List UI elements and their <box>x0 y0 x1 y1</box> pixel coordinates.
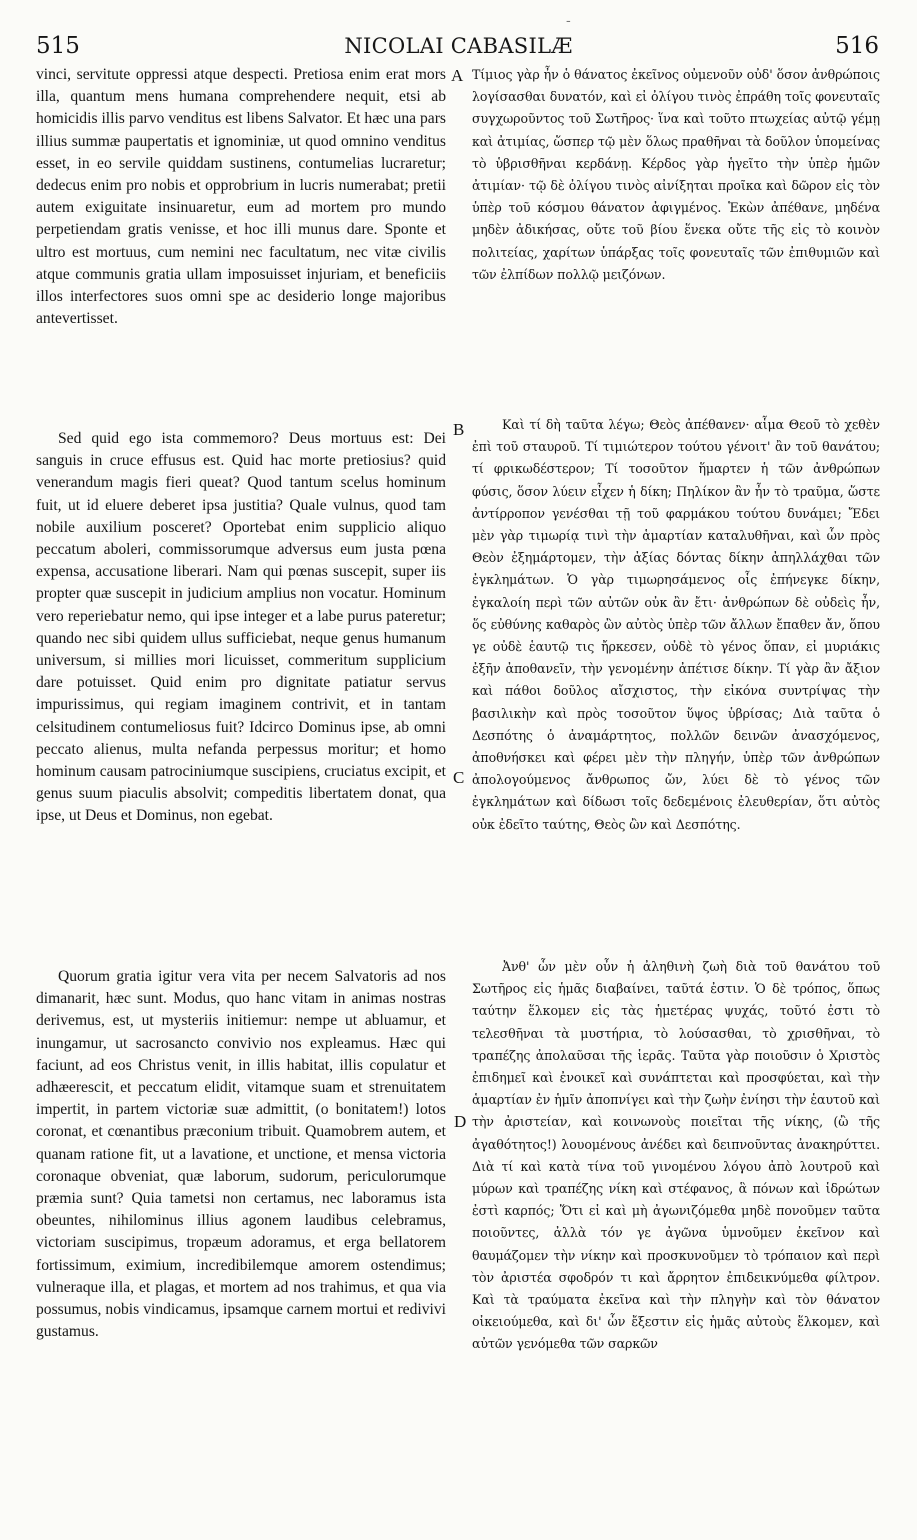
latin-paragraph-1 <box>36 64 446 330</box>
latin-paragraph-2 <box>36 428 446 828</box>
greek-paragraph-2 <box>472 414 880 836</box>
latin-text-2: Sed quid ego ista commemoro? Deus mortuus est: Dei sanguis in cruce effusus est. Quid hac morte pretiosius? quid venerandum magis fieri queat? Quod tantum scelus hominum fuit, ut id eluere deberet ipsa justitia? Quale vulnus, quod tam nobile auxilium posceret? Oportebat enim supplicio aliquo peccatum aboleri, commissorumque adversus eum justa pœna expensa, accusatione liberari. Nam qui pœnas suscepit, super iis propter quæ suscepit in judicium amplius non vocatur. Hominum vero reperiebatur nemo, qui ipse integer et a labe purus pateretur; quando nec sibi quidem ullus sufficiebat, neque genus humanum universum, si millies mori licuisset, commeritum supplicium dare potuisset. Quid enim pro dignitate patiatur servus impurissimus, qui regiam imaginem contrivit, et in tantam celsitudinem contumeliosus fuit? Idcirco Dominus ipse, ab omni peccato alienus, multa nefanda perpessus moritur; et homo hominum causam patrociniumque suscipiens, cruciatus excipit, et genus suum piaculis absolvit; compeditis libertatem donat, qua ipse, ut Deus et Dominus, non egebat. <box>36 430 446 825</box>
latin-paragraph-3 <box>36 966 446 1343</box>
greek-paragraph-1 <box>472 64 880 286</box>
margin-marker-a: A <box>451 66 464 85</box>
latin-text-3: Quorum gratia igitur vera vita per necem Salvatoris ad nos dimanarit, hæc sunt. Modus, quo hanc vitam in animas nostras derivemus, est, ut mysteriis initiemur: nempe ut abluamur, et inungamur, ut sacrosancto convivio nos expleamus. Hæc qui faciunt, ad eos Christus venit, in illis habitat, illis copulatur et adhæerescit, et peccatum elidit, vitamque suam et strenuitatem impertit, in partem victoriæ suæ admittit, (o bonitatem!) lotos coronat, et cœnantibus præconium tribuit. Quamobrem autem, et quanam ratione fit, ut a lavatione, et unctione, et mensa victoria coronaque obveniat, quæ laborum, sudorum, periculorumque præmia sunt? Quia tametsi non certamus, nec laboramus ista obeuntes, nihilominus illius agonem laudibus celebramus, victoriam suscipimus, tropæum adoramus, et erga bellatorem fortissimum, eximium, incredibilemque amorem ostendimus; vulneraque illa, et plagas, et mortem ad nos trahimus, et qua via possumus, nobis vindicamus, ipsamque carnem mortui et redivivi gustamus. <box>36 968 446 1341</box>
greek-text-3: Ἀνθ' ὧν μὲν οὖν ἡ ἀληθινὴ ζωὴ διὰ τοῦ θανάτου τοῦ Σωτῆρος εἰς ἡμᾶς διαβαίνει, ταῦτά ἐστιν. Ὁ δὲ τρόπος, ὅπως ταύτην ἕλκομεν εἰς τὰς ἡμετέρας ψυχάς, τοῦτό ἐστι τὸ τελεσθῆναι τὰ μυστήρια, τὸ λούσασθαι, τὸ χρισθῆναι, τὸ τραπέζης ἀπολαῦσαι τῆς ἱερᾶς. Ταῦτα γὰρ ποιοῦσιν ὁ Χριστὸς ἐπιδημεῖ καὶ ἐνοικεῖ καὶ συνάπτεται καὶ προσφύεται, καὶ τὴν ἁμαρτίαν ἐν ἡμῖν ἀποπνίγει καὶ τὴν ζωὴν ἐνίησι τὴν ἑαυτοῦ καὶ τὴν ἀριστείαν, καὶ κοινωνοὺς ποιεῖται τῆς νίκης, (ὢ τῆς ἀγαθότητος!) λουομένους ἀνέδει καὶ δειπνοῦντας ἀνακηρύττει. Διὰ τί καὶ κατὰ τίνα τοῦ γινομένου λόγου ἀπὸ λουτροῦ καὶ μύρων καὶ τραπέζης νίκη καὶ στέφανος, ἃ πόνων καὶ ἱδρώτων ἐστὶ καρπός; Ὅτι εἰ καὶ μὴ ἀγωνιζόμεθα μηδὲ πονοῦμεν ταῦτα ποιοῦντες, ἀλλὰ τόν γε ἀγῶνα ὑμνοῦμεν ἐκεῖνον καὶ θαυμάζομεν τὴν νίκην καὶ προσκυνοῦμεν τὸ τρόπαιον καὶ περὶ τὸν ἀριστέα σφοδρόν τι καὶ ἄρρητον ἐπιδεικνύμεθα φίλτρον. Καὶ τὰ τραύματα ἐκεῖνα καὶ τὴν πληγὴν καὶ τὸν θάνατον οἰκειούμεθα, καὶ δι' ὧν ἔξεστιν εἰς ἡμᾶς αὐτοὺς ἕλκομεν, καὶ αὐτῶν γενόμεθα τῶν σαρκῶν <box>472 959 880 1352</box>
greek-text-2: Καὶ τί δὴ ταῦτα λέγω; Θεὸς ἀπέθανεν· αἷμα Θεοῦ τὸ χεθὲν ἐπὶ τοῦ σταυροῦ. Τί τιμιώτερον τούτου γένοιτ' ἂν τοῦ θανάτου; τί φρικωδέστερον; Τί τοσοῦτον ἥμαρτεν ἡ τῶν ἀνθρώπων φύσις, ὅσον λύειν εἶχεν ἡ δίκη; Πηλίκον ἂν ἦν τὸ τραῦμα, ὥστε ἀντίρροπον γενέσθαι τῇ τοῦ φαρμάκου τούτου δυνάμει; Ἔδει μὲν γὰρ τιμωρίᾳ τινὶ τὴν ἁμαρτίαν καταλυθῆναι, καὶ ὧν πρὸς Θεὸν ἐξημάρτομεν, τὴν ἀξίας δόντας δίκην ἀπηλλάχθαι τῶν ἐγκλημάτων. Ὁ γὰρ τιμωρησάμενος οἷς ἐπήνεγκε δίκην, ἐγκαλοίη περὶ τῶν αὐτῶν οὐκ ἂν ἔτι· ἀνθρώπων δὲ οὐδεὶς ἦν, ὅς εὐθύνης καθαρὸς ὢν αὐτὸς ὑπὲρ τῶν ἄλλων ἔπαθεν ἄν, ὅπου γε οὐδὲ ἑαυτῷ τις ἤρκεσεν, οὐδὲ τὸ γένος ὅπαν, εἰ μυριάκις ἐξῆν ἀποθανεῖν, τὴν γενομένην ἀπέτισε δίκην. Τί γὰρ ἂν ἄξιον καὶ πάθοι δοῦλος αἴσχιστος, τὴν εἰκόνα συντρίψας τὴν βασιλικὴν καὶ πρὸς τοσοῦτον ὕψος ὑβρίσας; Διὰ ταῦτα ὁ Δεσπότης ὁ ἀναμάρτητος, πολλῶν δεινῶν ἀνασχόμενος, ἀποθνήσκει καὶ φέρει μὲν τὴν πληγήν, ὑπὲρ τῶν ἀνθρώπων ἀπολογούμενος ἄνθρωπος ὤν, λύει δὲ τὸ γένος τῶν ἐγκλημάτων καὶ δίδωσι τοῖς δεδεμένοις ἐλευθερίαν, ὅτι αὐτὸς οὐκ ἐδεῖτο ταύτης, Θεὸς ὢν καὶ Δεσπότης. <box>472 417 880 832</box>
top-mark: - <box>566 13 571 29</box>
greek-text-1: Τίμιος γὰρ ἦν ὁ θάνατος ἐκεῖνος οὐμενοῦν οὐδ' ὅσον ἀνθρώποις λογίσασθαι δυνατόν, καὶ εἰ ὀλίγου τινὸς ἐπράθη τοῖς φονευταῖς συγχωροῦντος τοῦ Σωτῆρος· ἵνα καὶ τοῦτο πτωχείας αὐτῷ γέμῃ καὶ ἀτιμίας, ὥσπερ τῷ μὲν ὅλως πραθῆναι τὰ δοῦλον ὑπομείνας τὸ ὑβρισθῆναι κερδάνῃ. Κέρδος γὰρ ἡγεῖτο τὴν ὑπὲρ ἡμῶν ἀτιμίαν· τῷ δὲ ὀλίγου τινὸς αἰνίξηται προῖκα καὶ δῶρον εἰς τὸν ὑπὲρ τοῦ κόσμου θάνατον ἀφιγμένος. Ἑκὼν ἀπέθανε, μηδένα μηδὲν ἀδικήσας, οὔτε τοῦ βίου ἕνεκα οὔτε τῆς εἰς τὸ κοινὸν πολιτείας, χαρίτων ὑπάρξας τοῖς φονευταῖς τῶν ἐπιθυμιῶν καὶ τῶν ἐλπίδων πολλῷ μειζόνων. <box>472 67 880 282</box>
margin-marker-c: C <box>453 768 465 787</box>
running-title: NICOLAI CABASILÆ <box>344 34 573 58</box>
margin-marker-b: B <box>453 420 465 439</box>
greek-paragraph-3 <box>472 956 880 1356</box>
margin-marker-d: D <box>454 1112 467 1131</box>
page-number-left: 515 <box>36 33 80 59</box>
page-number-right: 516 <box>835 33 879 59</box>
latin-text-1: vinci, servitute oppressi atque despecti. Pretiosa enim erat mors illa, quantum mens humana comprehendere nequit, etsi ab homicidis illis parvo venditus est libens Salvator. Et hæc una pars illius summæ paupertatis et ignominiæ, ut quod omnino venditus esset, in eo servile quiddam sustinens, contumelias lucraretur; dedecus enim pro nobis et opprobrium in lucris numerabat; pretii autem exiguitate insinuaretur, eum ad mortem pro mundo perpetiendam gratis venisse, et hoc illi munus dare. Sponte et ultro est mortuus, cum nemini nec facultatum, nec vitæ civilis atque communis gratia ullam imposuisset injuriam, et beneficiis illos interfectores suos omni spe ac desiderio longe majoribus antevertisset. <box>36 66 446 328</box>
